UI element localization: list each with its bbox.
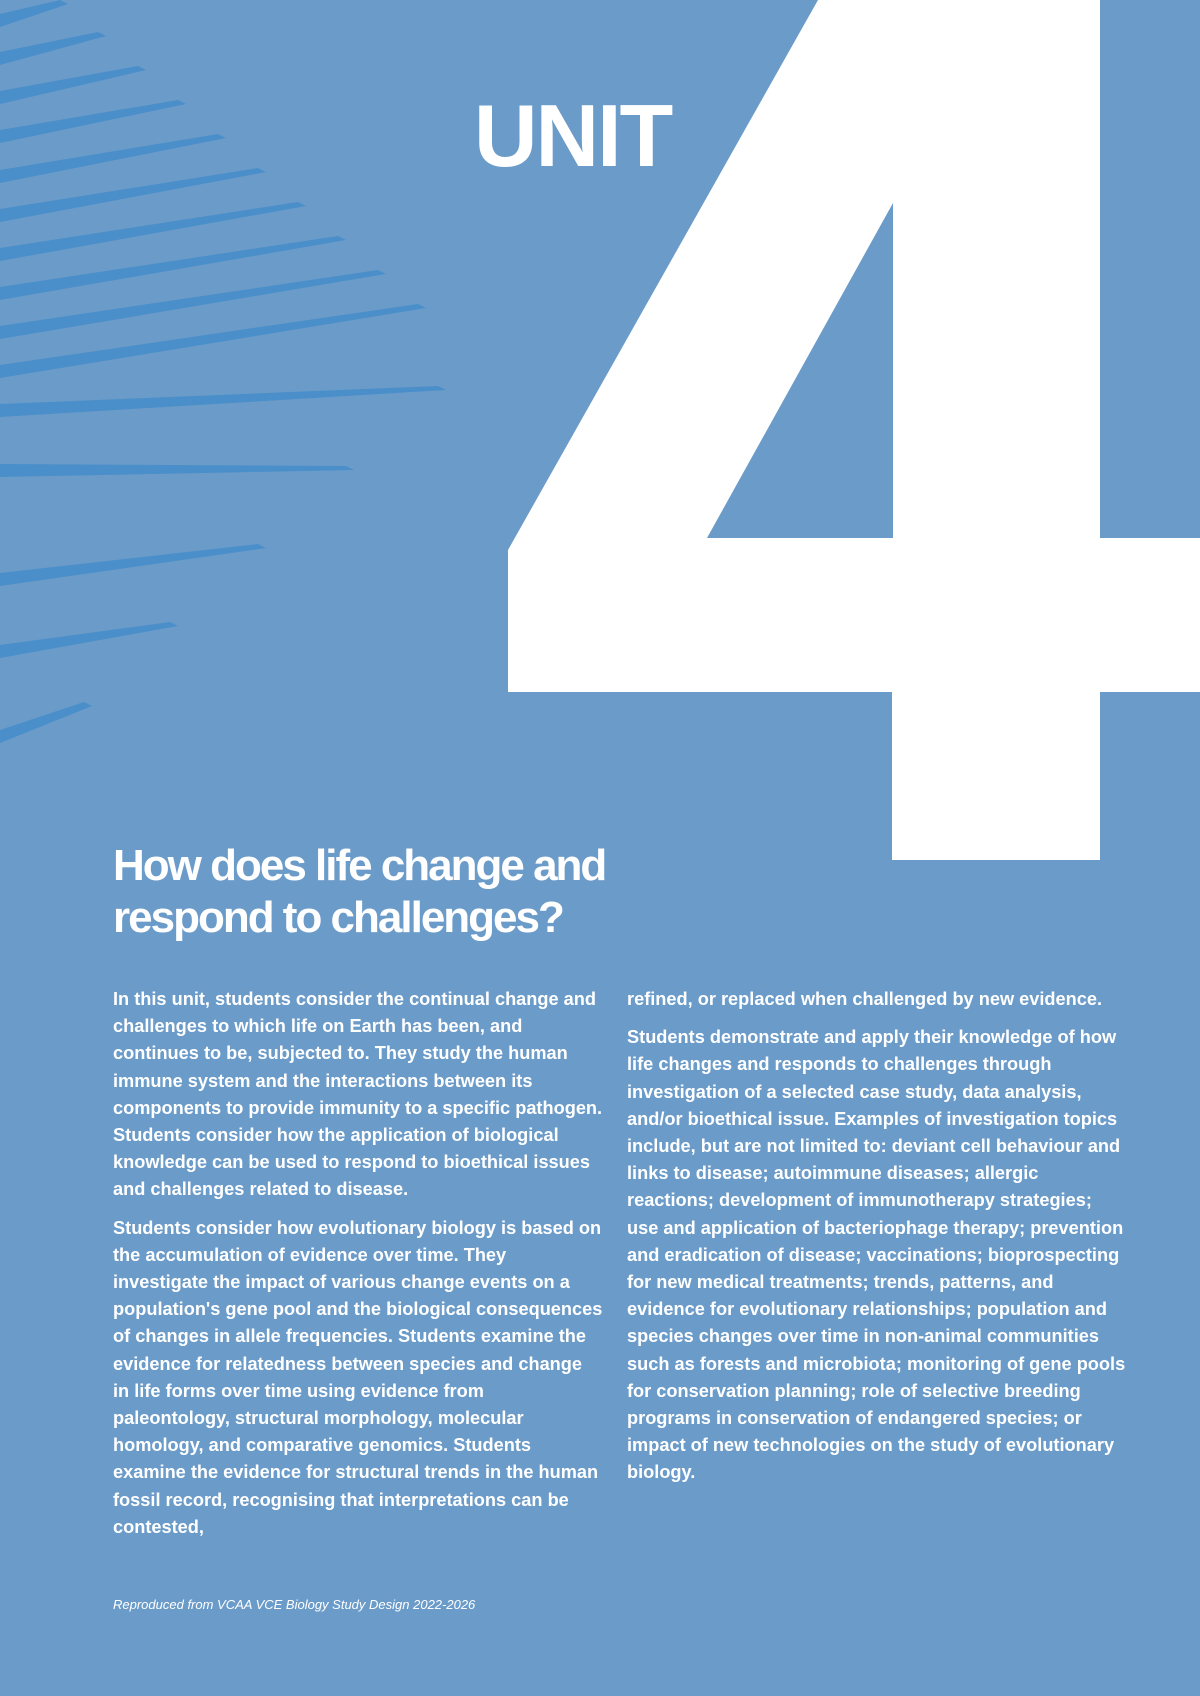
unit-label: UNIT bbox=[474, 86, 672, 185]
body-column-right bbox=[627, 986, 1127, 1498]
diagonal-stripes-decoration bbox=[0, 0, 446, 743]
heading-line-1: How does life change and bbox=[113, 841, 606, 890]
body-paragraph: Students consider how evolutionary biology is based on the accumulation of evidence over time. They investigate the impact of various change events on a population's gene pool and the biological consequences of changes in allele frequencies. Students examine the evidence for relatedness between species and change in life forms over time using evidence from paleontology, structural morphology, molecular homology, and comparative genomics. Students examine the evidence for structural trends in the human fossil record, recognising that interpretations can be contested, bbox=[113, 1217, 603, 1537]
body-paragraph: Students demonstrate and apply their knowledge of how life changes and responds to challenges through investigation of a selected case study, data analysis, and/or bioethical issue. Examples of investigation topics include, but are not limited to: deviant cell behaviour and links to disease; autoimmune diseases; allergic reactions; development of immunotherapy strategies; use and application of bacteriophage therapy; prevention and eradication of disease; vaccinations; bioprospecting for new medical treatments; trends, patterns, and evidence for evolutionary relationships; population and species changes over time in non-animal communities such as forests and microbiota; monitoring of gene pools for conservation planning; role of selective breeding programs in conservation of endangered species; or impact of new technologies on the study of evolutionary biology. bbox=[627, 1027, 1126, 1483]
body-column-left bbox=[113, 986, 603, 1552]
source-credit: Reproduced from VCAA VCE Biology Study Design 2022-2026 bbox=[113, 1597, 476, 1612]
heading-line-2: respond to challenges? bbox=[113, 893, 563, 942]
body-paragraph: In this unit, students consider the continual change and challenges to which life on Earth has been, and continues to be, subjected to. They study the human immune system and the interactions between its components to provide immunity to a specific pathogen. Students consider how the application of biological knowledge can be used to respond to bioethical issues and challenges related to disease. bbox=[113, 989, 603, 1200]
body-paragraph: refined, or replaced when challenged by new evidence. bbox=[627, 989, 1103, 1009]
page-heading bbox=[113, 840, 673, 944]
